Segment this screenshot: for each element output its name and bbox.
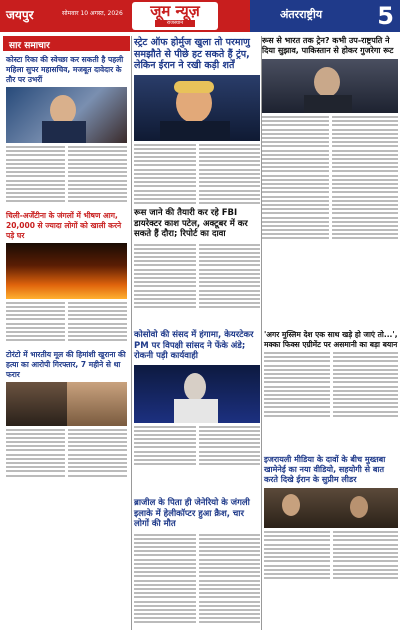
india-russia-train-story [262,36,398,242]
kosovo-story-body [134,426,260,468]
brief-story-wildfire [3,207,130,346]
story-photo [6,243,127,299]
brazil-story [134,498,260,626]
khamenei-video-headline: इजरायली मीडिया के दावों के बीच मुख्तबा खामेनेई का नया वीडियो, सहयोगी से बात करते दिखे ईरान के सुप्रीम लीडर [264,455,386,484]
story-body-text [6,429,127,479]
news-brief-column [3,36,130,630]
khamenei-video-story [264,455,398,581]
column-divider [131,36,132,630]
right-column [262,36,398,242]
main-story-body [134,144,260,207]
main-story-photo [134,75,260,141]
story-photo [6,87,127,143]
brief-story-costa-rica [3,51,130,207]
logo-text: जूम न्यूज़ [150,2,200,20]
story-body-text [6,302,127,344]
india-russia-train-body [262,116,398,242]
newspaper-logo [132,2,218,30]
india-russia-train-headline: रूस से भारत तक ट्रेन? कभी उप-राष्ट्रपति ने दिया सुझाव, पाकिस्तान से होकर गुजरेगा रूट [262,36,394,55]
kosovo-story-headline: कोसोवो की संसद में हंगामा, केयरटेकर PM पर विपक्षी सांसद ने फेंके अंडे; रोकनी पड़ी कार्यवाही [134,330,254,361]
brazil-story-body [134,534,260,626]
page-number: 5 [377,2,394,30]
brief-story-title: टोरंटो में भारतीय मूल की हिमांशी खुराना की हत्या का आरोपी गिरफ्तार, 7 महीने से था फरार [6,349,126,379]
brief-story-title: चिली-अर्जेंटीना के जंगलों में भीषण आग, 20,000 से ज्यादा लोगों को खाली करने पड़े घर [6,210,122,240]
mecca-agreement-story [264,330,398,419]
fbi-story [134,208,260,311]
mecca-agreement-headline: 'अगर मुस्लिम देश एक साथ खड़े हो जाएं तो...', मक्का फिक्स एग्रीमेंट पर असमानी का बड़ा बयान [264,330,398,349]
story-body-text [6,146,127,205]
news-brief-heading: सार समाचार [3,36,130,51]
logo-subtext: राजस्थान [155,20,195,27]
kosovo-story-photo [134,365,260,423]
section-name: अंतरराष्ट्रीय [280,8,323,21]
khamenei-video-body [264,531,398,581]
brief-story-toronto [3,346,130,481]
story-photo [6,382,127,426]
fbi-story-headline: रूस जाने की तैयारी कर रहे FBI डायरेक्टर काश पटेल, अक्टूबर में कर सकते हैं दौरा; रिपोर्ट का दावा [134,208,248,239]
masthead [0,0,400,34]
khamenei-video-photo [264,488,398,528]
edition-city: जयपुर [6,8,34,22]
brazil-story-headline: ब्राजील के पिता ही जेनेरियो के जंगली इलाके में हेलीकॉप्टर हुआ क्रैश, चार लोगों की मौत [134,498,250,529]
edition-date: सोमवार 10 अगस्त, 2026 [62,10,123,17]
main-story-headline: स्ट्रेट ऑफ होर्मुज खुला तो परमाणु समझौते से पीछे हट सकते हैं ट्रंप, लेकिन ईरान ने रखी कड़ी शर्तें [134,37,250,71]
india-russia-train-photo [262,59,398,113]
mecca-agreement-body [264,352,398,419]
main-story [134,37,260,206]
kosovo-story [134,330,260,467]
fbi-story-body [134,244,260,311]
brief-story-title: कोस्टा रिका की स्वेच्छा कर सकती है पहली महिला सुपर महासचिव, मजबूत दावेदार के तौर पर उभरीं [6,55,124,84]
